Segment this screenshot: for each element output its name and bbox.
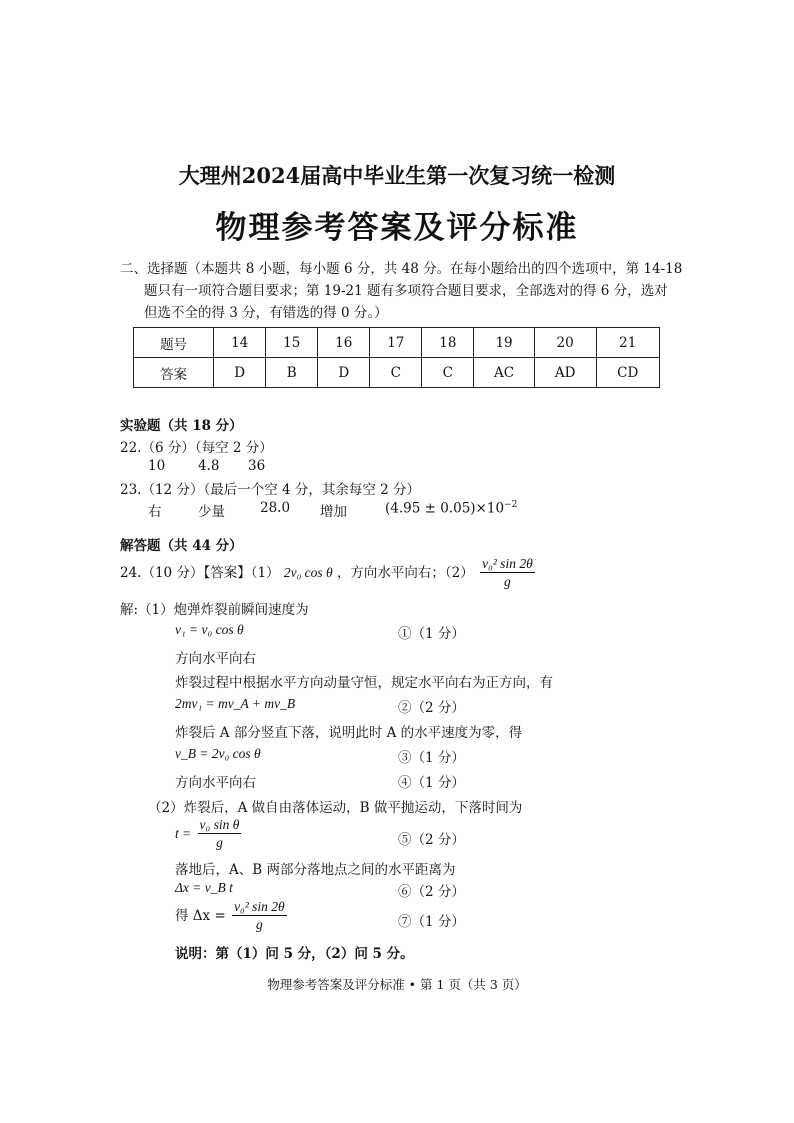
scoring-note: 说明：第（1）问 5 分，（2）问 5 分。	[175, 946, 414, 962]
experiment-heading: 实验题（共 18 分）	[120, 418, 243, 434]
score-mark-3: ③（1 分）	[398, 750, 465, 766]
question-number-cell: 19	[474, 328, 534, 358]
answer-cell: D	[318, 358, 370, 388]
answer-cell: AC	[474, 358, 534, 388]
solve-heading: 解答题（共 44 分）	[120, 538, 243, 554]
score-mark-1: ①（1 分）	[398, 626, 465, 642]
answer-cell: CD	[596, 358, 660, 388]
direction-note-2: 方向水平向右	[175, 775, 256, 791]
q23-answer-3: 28.0	[260, 500, 291, 516]
solution-intro: 解:（1）炮弹炸裂前瞬间速度为	[120, 602, 309, 618]
score-mark-7: ⑦（1 分）	[398, 914, 465, 930]
question-number-cell: 21	[596, 328, 660, 358]
equation-3: v_B = 2v₀ cos θ	[175, 746, 261, 761]
q23-answer-2: 少量	[198, 504, 225, 520]
q23-answer-5: $(4.95 \pm 0.05)\times 10^{-2}$	[385, 500, 518, 517]
answer-cell: C	[370, 358, 422, 388]
table-row-numbers	[134, 328, 660, 358]
q24-answer-summary: 24.（10 分）【答案】（1） 2v₀ cos θ ，方向水平向右；（2） $\frac{\text{v₀² sin 2θ}}{g}$	[120, 556, 533, 589]
instruction-line-3: 但选不全的得 3 分，有错选的得 0 分。）	[144, 305, 388, 321]
score-mark-5: ⑤（2 分）	[398, 832, 465, 848]
table-row-answers	[134, 358, 660, 388]
equation-7: 得 Δx = $\frac{\text{v₀² sin 2θ}}{g}$	[175, 899, 285, 932]
score-mark-2: ②（2 分）	[398, 700, 465, 716]
question-number-cell: 14	[214, 328, 266, 358]
direction-note-1: 方向水平向右	[175, 651, 256, 667]
distance-text: 落地后，A、B 两部分落地点之间的水平距离为	[175, 862, 456, 878]
score-mark-4: ④（1 分）	[398, 775, 465, 791]
q23-answer-1: 右	[148, 504, 162, 520]
instruction-line-1: 二、选择题（本题共 8 小题，每小题 6 分，共 48 分。在每小题给出的四个选项中，第 14-18	[120, 261, 683, 277]
q22-answer-2: 4.8	[198, 458, 220, 474]
q23-answer-4: 增加	[320, 504, 347, 520]
page-footer: 物理参考答案及评分标准 • 第 1 页（共 3 页）	[267, 977, 527, 992]
answer-cell: AD	[534, 358, 596, 388]
momentum-text: 炸裂过程中根据水平方向动量守恒，规定水平向右为正方向，有	[175, 675, 553, 691]
q23-heading: 23.（12 分）（最后一个空 4 分，其余每空 2 分）	[120, 482, 421, 498]
question-number-cell: 15	[266, 328, 318, 358]
table-row-label: 题号	[134, 328, 214, 358]
answer-cell: B	[266, 358, 318, 388]
question-number-cell: 17	[370, 328, 422, 358]
answer-table	[133, 327, 660, 388]
q24-answer-2-fraction: $\frac{\text{v₀² sin 2θ}}{g}$	[482, 556, 533, 589]
choice-section-instructions	[120, 258, 695, 324]
table-row-label: 答案	[134, 358, 214, 388]
equation-6: Δx = v_B t	[175, 880, 233, 895]
equation-1: v₁ = v₀ cos θ	[175, 622, 244, 637]
equation-5: t = $\frac{\text{v₀ sin θ}}{g}$	[175, 817, 240, 850]
answer-cell: C	[422, 358, 474, 388]
instruction-line-2: 题只有一项符合题目要求；第 19-21 题有多项符合题目要求，全部选对的得 6 分，选对	[144, 283, 668, 299]
q22-answer-1: 10	[148, 458, 166, 474]
document-subtitle: 物理参考答案及评分标准	[215, 210, 579, 246]
document-title: 大理州2024届高中毕业生第一次复习统一检测	[178, 163, 616, 188]
question-number-cell: 16	[318, 328, 370, 358]
q24-answer-1: 2v₀ cos θ	[283, 565, 333, 580]
part2-intro: （2）炸裂后，A 做自由落体运动，B 做平抛运动，下落时间为	[148, 800, 523, 816]
answer-cell: D	[214, 358, 266, 388]
equation-2: 2mv₁ = mv_A + mv_B	[175, 696, 296, 711]
question-number-cell: 18	[422, 328, 474, 358]
question-number-cell: 20	[534, 328, 596, 358]
q22-answer-3: 36	[248, 458, 266, 474]
a-fall-text: 炸裂后 A 部分竖直下落，说明此时 A 的水平速度为零，得	[175, 725, 523, 741]
q22-heading: 22.（6 分）（每空 2 分）	[120, 440, 273, 456]
score-mark-6: ⑥（2 分）	[398, 884, 465, 900]
